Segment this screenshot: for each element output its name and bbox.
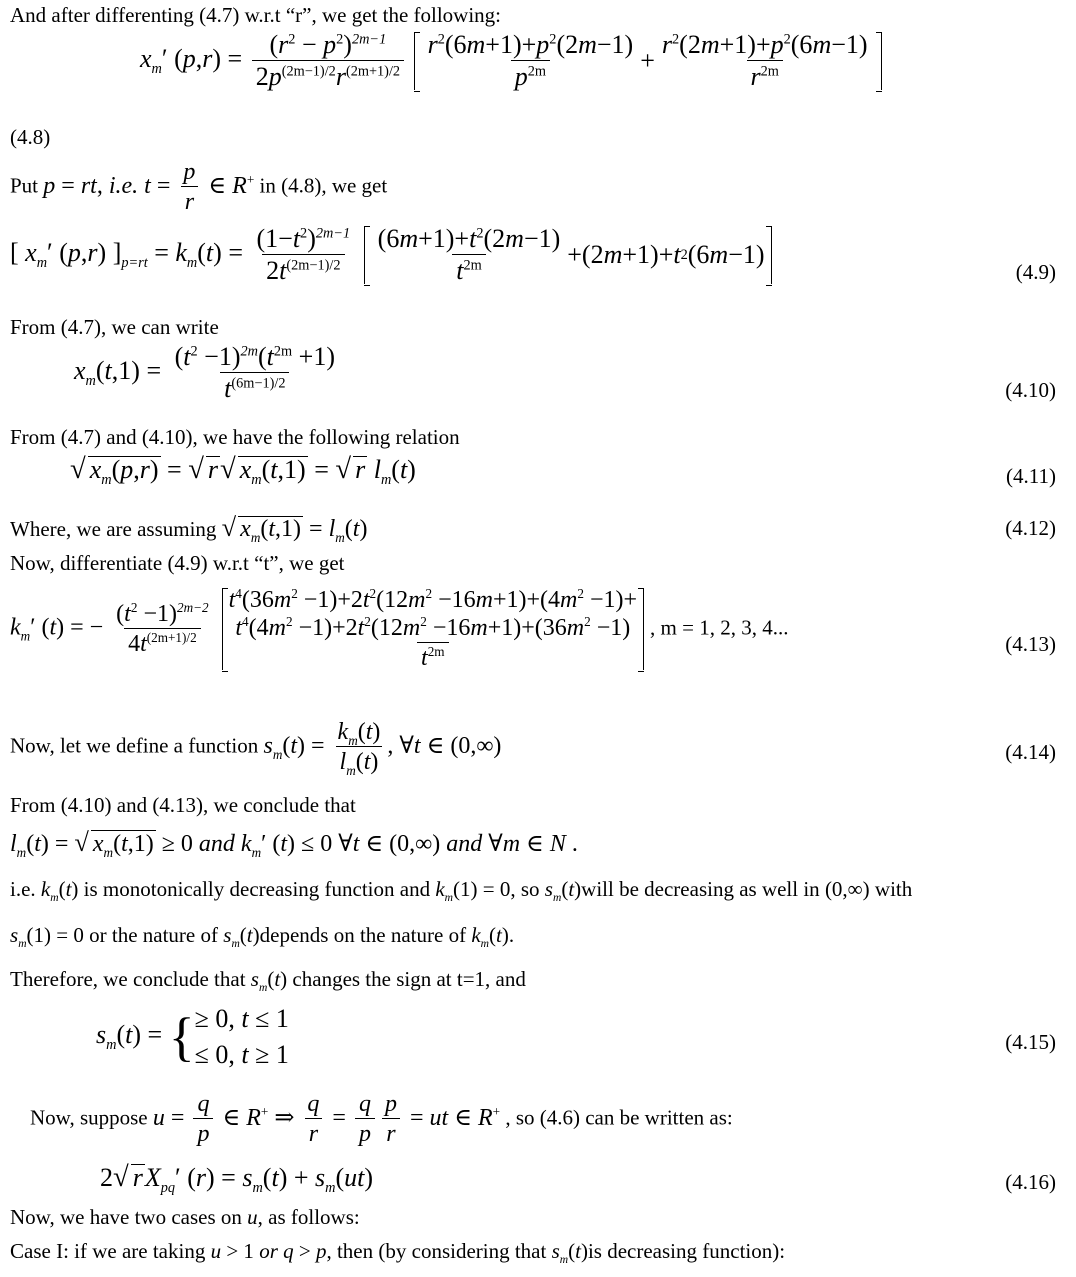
equation-4-8: $x_m'$ (p,r) = $\frac{(r^2 - p^2)^{2m-1}}{2p^{(2m-1)/2}r^{(2m+1)/2}}$ $\frac{r^2(6m+1)+p^2(2m-1)}{p^{2m}}$ + $\frac{r^2(2m+1)+p^2(6m-1)}{r^{2m}}$ — [140, 32, 882, 90]
text-fragment: changes the sign at t=1, and — [292, 967, 526, 991]
text-line: Case I: if we are taking u > 1 or q > p, then (by considering that $s_m(t)is$ decreasing function): — [10, 1239, 786, 1267]
text-line: Therefore, we conclude that $s_m(t)$ changes the sign at t=1, and — [10, 967, 526, 995]
text-line: Now, we have two cases on u, as follows: — [10, 1205, 360, 1229]
equation-number: (4.13) — [1005, 632, 1056, 656]
equation-number: (4.15) — [1005, 1030, 1056, 1054]
text-line: Now, differentiate (4.9) w.r.t “t”, we get — [10, 551, 345, 575]
text-fragment: , so — [510, 877, 540, 901]
text-fragment: Therefore, we conclude that — [10, 967, 246, 991]
equation-number: (4.8) — [10, 125, 51, 149]
equation-number: (4.14) — [1005, 740, 1056, 764]
equation-4-10: $x_m(t,1)$ = $\frac{(t^2 -1)^{2m}(t^{2m} +1)}{t^{(6m-1)/2}}$ — [74, 342, 335, 403]
equation-4-16: 2√ $rX_{pq}'$ $(r) = s_m(t) + s_m(ut)$ — [100, 1162, 374, 1197]
equation-4-13: $k_m'$ (t) = − $\frac{(t^2 -1)^{2m-2}}{4t^{(2m+1)/2}}$ $t^4(36m^2 -1)+2t^2(12m^2 -16m+1)+(4m^2 -1)+$ $\frac{t^4(4m^2 -1)+2t^2(12m^2 -16m+1)+(36m^2 -1)}{t^{2m}}$ , m = 1, 2, 3, 4... — [10, 586, 789, 671]
text-fragment: Put — [10, 173, 39, 198]
equation-4-15: $s_m(t)$ = { ≥ 0, t ≤ 1 ≤ 0, t ≥ 1 — [96, 1004, 289, 1069]
text-fragment: is decreasing function): — [587, 1239, 786, 1263]
text-fragment: will be decreasing as well in — [581, 877, 820, 901]
equation-number: (4.10) — [1005, 378, 1056, 402]
text-fragment: , so (4.6) can be written as: — [505, 1105, 733, 1130]
text-fragment: or the nature of — [89, 923, 218, 947]
text-fragment: Where, we are assuming — [10, 517, 217, 541]
text-line: From (4.7) and (4.10), we have the following relation — [10, 425, 460, 449]
text-fragment: Now, we have two cases on — [10, 1205, 242, 1229]
equation-number: (4.16) — [1005, 1170, 1056, 1194]
text-line: Where, we are assuming √ $x_m(t,1) = l_m(t)$ — [10, 512, 368, 545]
text-fragment: , as follows: — [257, 1205, 360, 1229]
equation-4-11: √ $x_m(p,r)$ = √ r√ $x_m(t,1)$ = √ r $l_m(t)$ — [70, 454, 416, 489]
equation-number: (4.11) — [1006, 464, 1056, 488]
text-line: Now, suppose u = $\frac{q}{p}$ ∈ R+ ⇒ $\frac{q}{r}$ = $\frac{q}{p}$ $\frac{p}{r}$ = ut ∈ R+ , so (4.6) can be written as: — [30, 1091, 733, 1147]
equation-4-9: [ $x_m'$ (p,r) ]$_{p=rt} = k_m(t)$ = $\frac{(1-t^2)^{2m-1}}{2t^{(2m-1)/2}}$ $\frac{(6m+1)+t^2(2m-1)}{t^{2m}}$ +(2 m +1)+ t 2 (6 m −1) — [10, 226, 772, 284]
text-fragment: with — [874, 877, 913, 901]
text-line: And after differenting (4.7) w.r.t “r”, we get the following: — [10, 3, 502, 27]
text-fragment: Now, let we define a function — [10, 733, 259, 758]
text-fragment: Now, suppose — [30, 1105, 148, 1130]
text-line: i.e. $k_m(t)$ is monotonically decreasing function and $k_m(1) = 0$, so $s_m(t)will$ be decreasing as well in (0,∞) with — [10, 877, 913, 905]
text-line: From (4.10) and (4.13), we conclude that — [10, 793, 356, 817]
text-fragment: depends on the nature of — [259, 923, 467, 947]
math-line: $l_m(t)$ = √ $x_m(t,1) \ge 0$ and $k_m'$ (t) ≤ 0 ∀t ∈ (0,∞) and ∀m ∈ N . — [10, 827, 578, 860]
text-fragment: i.e. — [10, 877, 36, 901]
text-fragment: in (4.8), we get — [259, 173, 388, 198]
text-fragment: is monotonically decreasing function and — [83, 877, 431, 901]
equation-number: (4.12) — [1005, 516, 1056, 540]
text-line: Now, let we define a function $s_m(t)$ = $\frac{k_m(t)}{l_m(t)}$ , ∀t ∈ (0,∞) — [10, 719, 502, 778]
text-fragment: Case I: if we are taking — [10, 1239, 206, 1263]
text-line: $s_m(1) = 0$ or the nature of $s_m(t)depends$ on the nature of $k_m(t)$. — [10, 923, 515, 951]
equation-number: (4.9) — [1015, 260, 1056, 284]
text-fragment: , then (by considering that — [326, 1239, 547, 1263]
m-range: , m = 1, 2, 3, 4... — [650, 615, 789, 640]
text-line: From (4.7), we can write — [10, 315, 219, 339]
text-line: Put p = rt, i.e. t = $\frac{p}{r}$ ∈ R+ in (4.8), we get — [10, 159, 388, 215]
